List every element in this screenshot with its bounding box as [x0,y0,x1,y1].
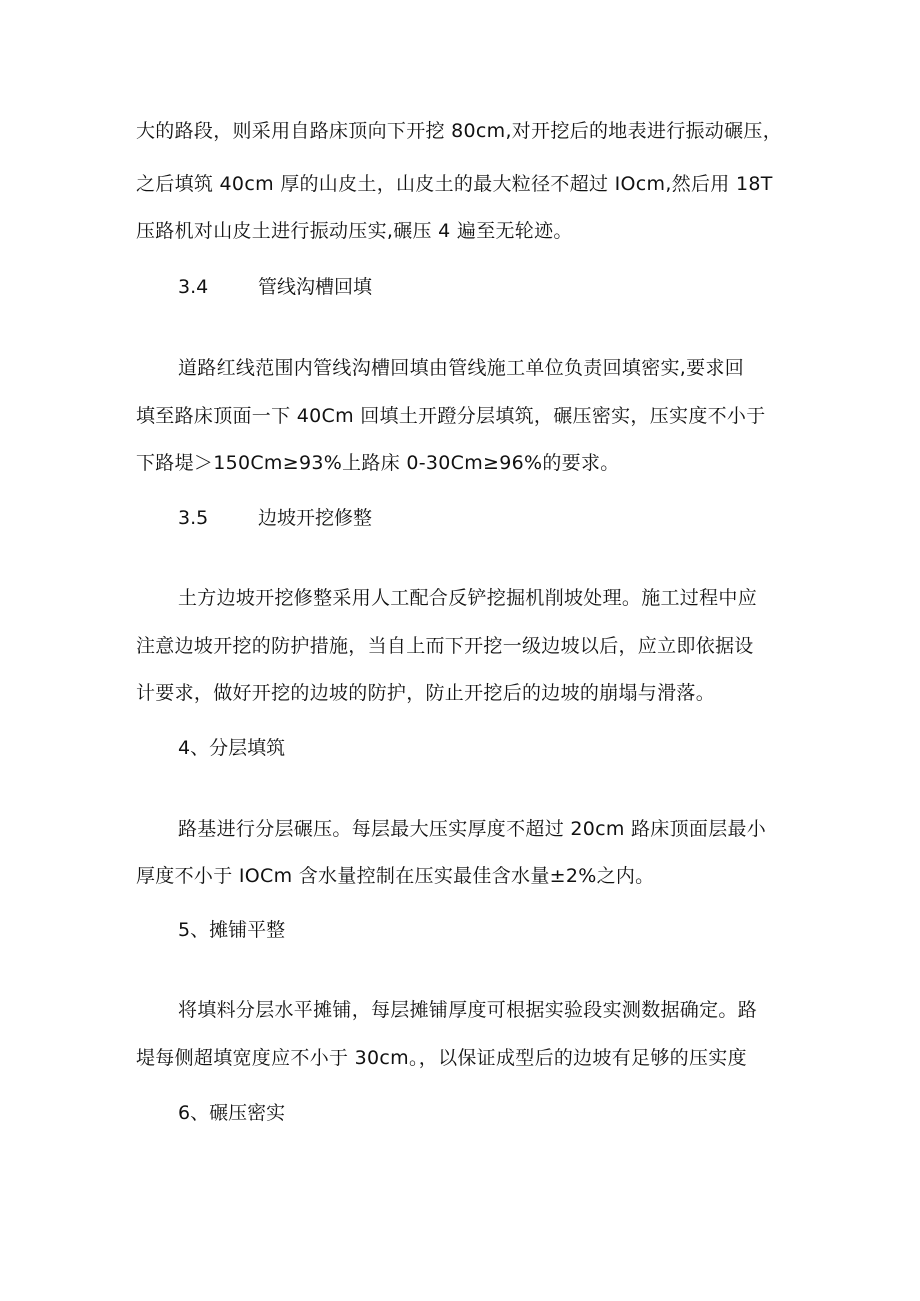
section-4-heading: 4、分层填筑 [178,737,286,759]
section-3-4-number: 3.4 [178,276,209,298]
paragraph-3-line-1: 土方边坡开挖修整采用人工配合反铲挖掘机削坡处理。施工过程中应 [178,587,758,609]
paragraph-3-line-2: 注意边坡开挖的防护措施，当自上而下开挖一级边坡以后，应立即依据设 [136,635,754,657]
section-3-5-number: 3.5 [178,507,209,529]
paragraph-2-line-3: 下路堤＞150Cm≥93%上路床 0-30Cm≥96%的要求。 [136,452,620,474]
paragraph-1-line-2: 之后填筑 40cm 厚的山皮土，山皮土的最大粒径不超过 IOcm,然后用 18T [136,173,773,195]
section-3-5-title: 边坡开挖修整 [258,507,373,529]
paragraph-5-line-1: 将填料分层水平摊铺，每层摊铺厚度可根据实验段实测数据确定。路 [178,999,758,1021]
paragraph-1-line-3: 压路机对山皮土进行振动压实,碾压 4 遍至无轮迹。 [136,220,573,242]
paragraph-1-line-1: 大的路段，则采用自路床顶向下开挖 80cm,对开挖后的地表进行振动碾压， [136,120,783,142]
paragraph-4-line-2: 厚度不小于 IOCm 含水量控制在压实最佳含水量±2%之内。 [136,865,655,887]
paragraph-2-line-1: 道路红线范围内管线沟槽回填由管线施工单位负责回填密实,要求回 [178,357,745,379]
section-6-heading: 6、碾压密实 [178,1102,286,1124]
paragraph-4-line-1: 路基进行分层碾压。每层最大压实厚度不超过 20cm 路床顶面层最小 [178,818,767,840]
section-3-5-heading [178,505,372,531]
paragraph-2-line-2: 填至路床顶面一下 40Cm 回填土开蹬分层填筑，碾压密实，压实度不小于 [136,405,766,427]
paragraph-3-line-3: 计要求，做好开挖的边坡的防护，防止开挖后的边坡的崩塌与滑落。 [136,682,716,704]
paragraph-5-line-2: 堤每侧超填宽度应不小于 30cm。，以保证成型后的边坡有足够的压实度 [136,1047,747,1069]
section-3-4-title: 管线沟槽回填 [258,276,373,298]
section-3-4-heading [178,274,372,300]
section-5-heading: 5、摊铺平整 [178,919,286,941]
